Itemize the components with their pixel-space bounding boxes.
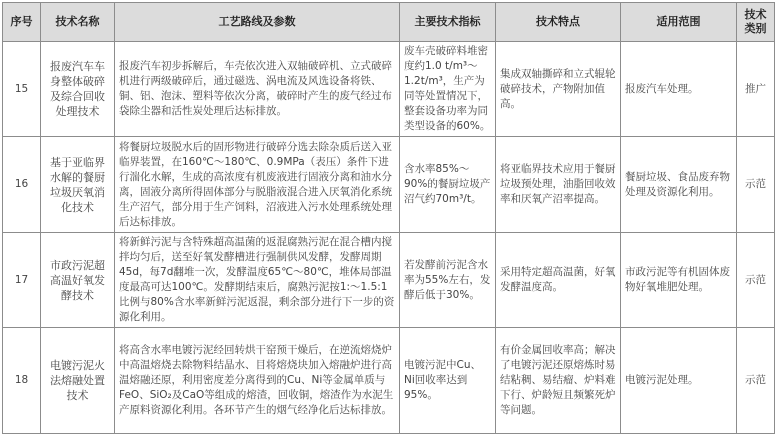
row-name: 基于亚临界水解的餐厨垃圾厌氧消化技术	[41, 137, 115, 233]
row-features: 将亚临界技术应用于餐厨垃圾预处理，油脂回收效率和厌氧产沼率提高。	[496, 137, 621, 233]
row-features: 有价金属回收率高；解决了电镀污泥还原熔炼时易结粘稠、易结瘤、炉料难下行、炉龄短且频繁死炉等问题。	[496, 328, 621, 434]
row-process: 将餐厨垃圾脱水后的固形物进行破碎分选去除杂质后送入亚临界装置，在160℃～180℃、0.9MPa（表压）条件下进行湍化水解，生成的高浓度有机废液进行固液分离和油水分离，固液分离所得固体部分与脱脂液混合进入厌氧消化系统生产沼气，部分用于生产饲料，沼液进入污水处理系统处理后达标排放。	[115, 137, 400, 233]
row-features: 采用特定超高温菌，好氧发酵温度高。	[496, 233, 621, 328]
row-category: 示范	[737, 137, 775, 233]
header-features: 技术特点	[496, 3, 621, 42]
table-row	[3, 233, 775, 328]
row-scope: 餐厨垃圾、食品废弃物处理及资源化利用。	[621, 137, 737, 233]
row-name: 市政污泥超高温好氧发酵技术	[41, 233, 115, 328]
header-row	[3, 3, 775, 42]
row-no: 16	[3, 137, 41, 233]
technology-table	[2, 2, 775, 434]
row-category: 推广	[737, 42, 775, 137]
row-indicators: 含水率85%～90%的餐厨垃圾产沼气约70m³/t。	[400, 137, 496, 233]
row-category: 示范	[737, 328, 775, 434]
row-name: 报废汽车车身整体破碎及综合回收处理技术	[41, 42, 115, 137]
header-scope: 适用范围	[621, 3, 737, 42]
row-name: 电镀污泥火法熔融处置技术	[41, 328, 115, 434]
row-no: 18	[3, 328, 41, 434]
row-no: 17	[3, 233, 41, 328]
header-category: 技术类别	[737, 3, 775, 42]
row-process: 将新鲜污泥与含特殊超高温菌的返混腐熟污泥在混合槽内搅拌均匀后，送至好氧发酵槽进行强制供风发酵，发酵周期45d，每7d翻堆一次，发酵温度65℃～80℃，堆体局部温度最高可达100℃。发酵期结束后，腐熟污泥按1:～1.5:1比例与80%含水率新鲜污泥返混，剩余部分进行下一步的资源化利用。	[115, 233, 400, 328]
row-category: 示范	[737, 233, 775, 328]
row-process: 报废汽车初步拆解后，车壳依次进入双轴破碎机、立式破碎机进行两级破碎后，通过磁选、涡电流及风选设备将铁、铜、铝、泡沫、塑料等依次分离，破碎时产生的废气经过布袋除尘器和活性炭处理后达标排放。	[115, 42, 400, 137]
header-no: 序号	[3, 3, 41, 42]
row-scope: 报废汽车处理。	[621, 42, 737, 137]
row-scope: 电镀污泥处理。	[621, 328, 737, 434]
row-no: 15	[3, 42, 41, 137]
row-indicators: 若发酵前污泥含水率为55%左右，发酵后低于30%。	[400, 233, 496, 328]
row-indicators: 废车壳破碎料堆密度约1.0 t/m³～1.2t/m³，生产为同等处置情况下，整套设备功率为同类型设备的60%。	[400, 42, 496, 137]
header-process: 工艺路线及参数	[115, 3, 400, 42]
header-name: 技术名称	[41, 3, 115, 42]
header-indicators: 主要技术指标	[400, 3, 496, 42]
row-process: 将高含水率电镀污泥经回转烘干窑预干燥后，在逆流熔烧炉中高温熔烧去除物料结晶水、目将熔烧块加入熔融炉进行高温熔融还原，利用密度差分离得到的Cu、Ni等金属单质与FeO、SiO₂及CaO等组成的熔渣，回收铜，熔渣作为水泥生产原料资源化利用。各环节产生的烟气经净化后达标排放。	[115, 328, 400, 434]
row-features: 集成双轴撕碎和立式辊轮破碎技术，产物附加值高。	[496, 42, 621, 137]
row-indicators: 电镀污泥中Cu、Ni回收率达到95%。	[400, 328, 496, 434]
table-row	[3, 42, 775, 137]
table-row	[3, 328, 775, 434]
table-row	[3, 137, 775, 233]
row-scope: 市政污泥等有机固体废物好氧堆肥处理。	[621, 233, 737, 328]
